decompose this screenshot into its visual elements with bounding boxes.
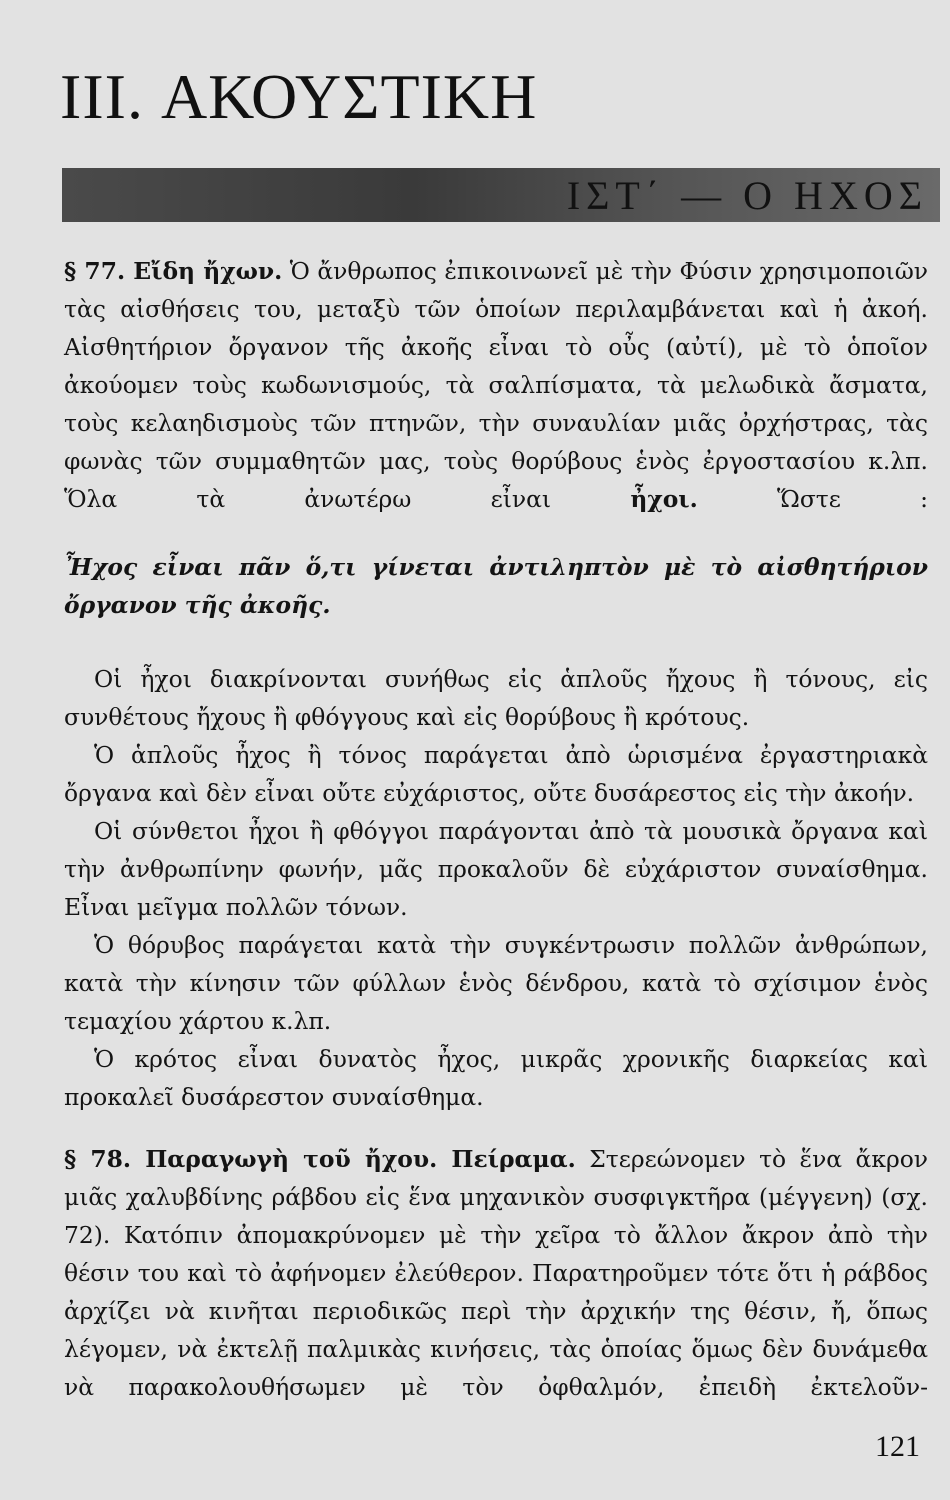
- sound-definition: Ἦχος εἶναι πᾶν ὅ,τι γίνεται ἀντιληπτὸν μὲ τὸ αἰσθητήριον ὄργανον τῆς ἀκοῆς.: [64, 553, 928, 619]
- chapter-title: III. ΑΚΟΥΣΤΙΚΗ: [60, 61, 538, 132]
- page-number: 121: [875, 1430, 920, 1463]
- paragraph-noise: Ὁ θόρυβος παράγεται κατὰ τὴν συγκέντρωσιν πολλῶν ἀνθρώπων, κατὰ τὴν κίνησιν τῶν φύλλων ἑνὸς δένδρου, κατὰ τὸ σχίσιμον ἑνὸς τεμαχίου χάρτου κ.λπ.: [64, 931, 928, 1035]
- section-77-heading: § 77. Εἴδη ἤχων.: [64, 257, 283, 285]
- paragraph-sound-types: Οἱ ἦχοι διακρίνονται συνήθως εἰς ἁπλοῦς ἤχους ἢ τόνους, εἰς συνθέτους ἤχους ἢ φθόγγους καὶ εἰς θορύβους ἢ κρότους.: [64, 665, 928, 731]
- section-banner-label: ΙΣΤ΄ — Ο ΗΧΟΣ: [566, 173, 928, 218]
- section-77-bold-word: ἦχοι.: [630, 485, 698, 513]
- paragraph-compound-sound: Οἱ σύνθετοι ἦχοι ἢ φθόγγοι παράγονται ἀπὸ τὰ μουσικὰ ὄργανα καὶ τὴν ἀνθρωπίνην φωνήν, μᾶς προκαλοῦν δὲ εὐχάριστον συναίσθημα. Εἶναι μεῖγμα πολλῶν τόνων.: [64, 817, 928, 921]
- section-78-heading: § 78. Παραγωγὴ τοῦ ἤχου. Πείραμα.: [64, 1145, 576, 1173]
- section-77-text-a: Ὁ ἄνθρωπος ἐπικοινωνεῖ μὲ τὴν Φύσιν χρησιμοποιῶν τὰς αἰσθήσεις του, μεταξὺ τῶν ὁποίων περιλαμβάνεται καὶ ἡ ἀκοή. Αἰσθητήριον ὄργανον τῆς ἀκοῆς εἶναι τὸ οὖς (αὐτί), μὲ τὸ ὁποῖον ἀκούομεν τοὺς κωδωνισμούς, τὰ σαλπίσματα, τὰ μελωδικὰ ἄσματα, τοὺς κελαηδισμοὺς τῶν πτηνῶν, τὴν συναυλίαν μιᾶς ὀρχήστρας, τὰς φωνὰς τῶν συμμαθητῶν μας, τοὺς θορύβους ἑνὸς ἐργοστασίου κ.λπ. Ὅλα τὰ ἀνωτέρω εἶναι: [64, 257, 928, 513]
- section-78-paragraph: [64, 1140, 928, 1406]
- paragraph-simple-sound: Ὁ ἁπλοῦς ἦχος ἢ τόνος παράγεται ἀπὸ ὡρισμένα ἐργαστηριακὰ ὄργανα καὶ δὲν εἶναι οὔτε εὐχάριστος, οὔτε δυσάρεστος εἰς τὴν ἀκοήν.: [64, 741, 928, 807]
- section-78-text: Στερεώνομεν τὸ ἕνα ἄκρον μιᾶς χαλυβδίνης ράβδου εἰς ἕνα μηχανικὸν συσφιγκτῆρα (μέγγενη) (σχ. 72). Κατόπιν ἀπομακρύνομεν μὲ τὴν χεῖρα τὸ ἄλλον ἄκρον ἀπὸ τὴν θέσιν του καὶ τὸ ἀφήνομεν ἐλεύθερον. Παρατηροῦμεν τότε ὅτι ἡ ράβδος ἀρχίζει νὰ κινῆται περιοδικῶς περὶ τὴν ἀρχικήν της θέσιν, ἤ, ὅπως λέγομεν, νὰ ἐκτελῇ παλμικὰς κινήσεις, τὰς ὁποίας ὅμως δὲν δυνάμεθα νὰ παρακολουθήσωμεν μὲ τὸν ὀφθαλμόν, ἐπειδὴ ἐκτελοῦν-: [64, 1145, 928, 1401]
- paragraph-bang: Ὁ κρότος εἶναι δυνατὸς ἦχος, μικρᾶς χρονικῆς διαρκείας καὶ προκαλεῖ δυσάρεστον συναίσθημα.: [64, 1045, 928, 1111]
- section-banner: [62, 168, 940, 222]
- section-77-text-b: Ὥστε :: [697, 485, 928, 513]
- section-77-paragraph: [64, 252, 928, 518]
